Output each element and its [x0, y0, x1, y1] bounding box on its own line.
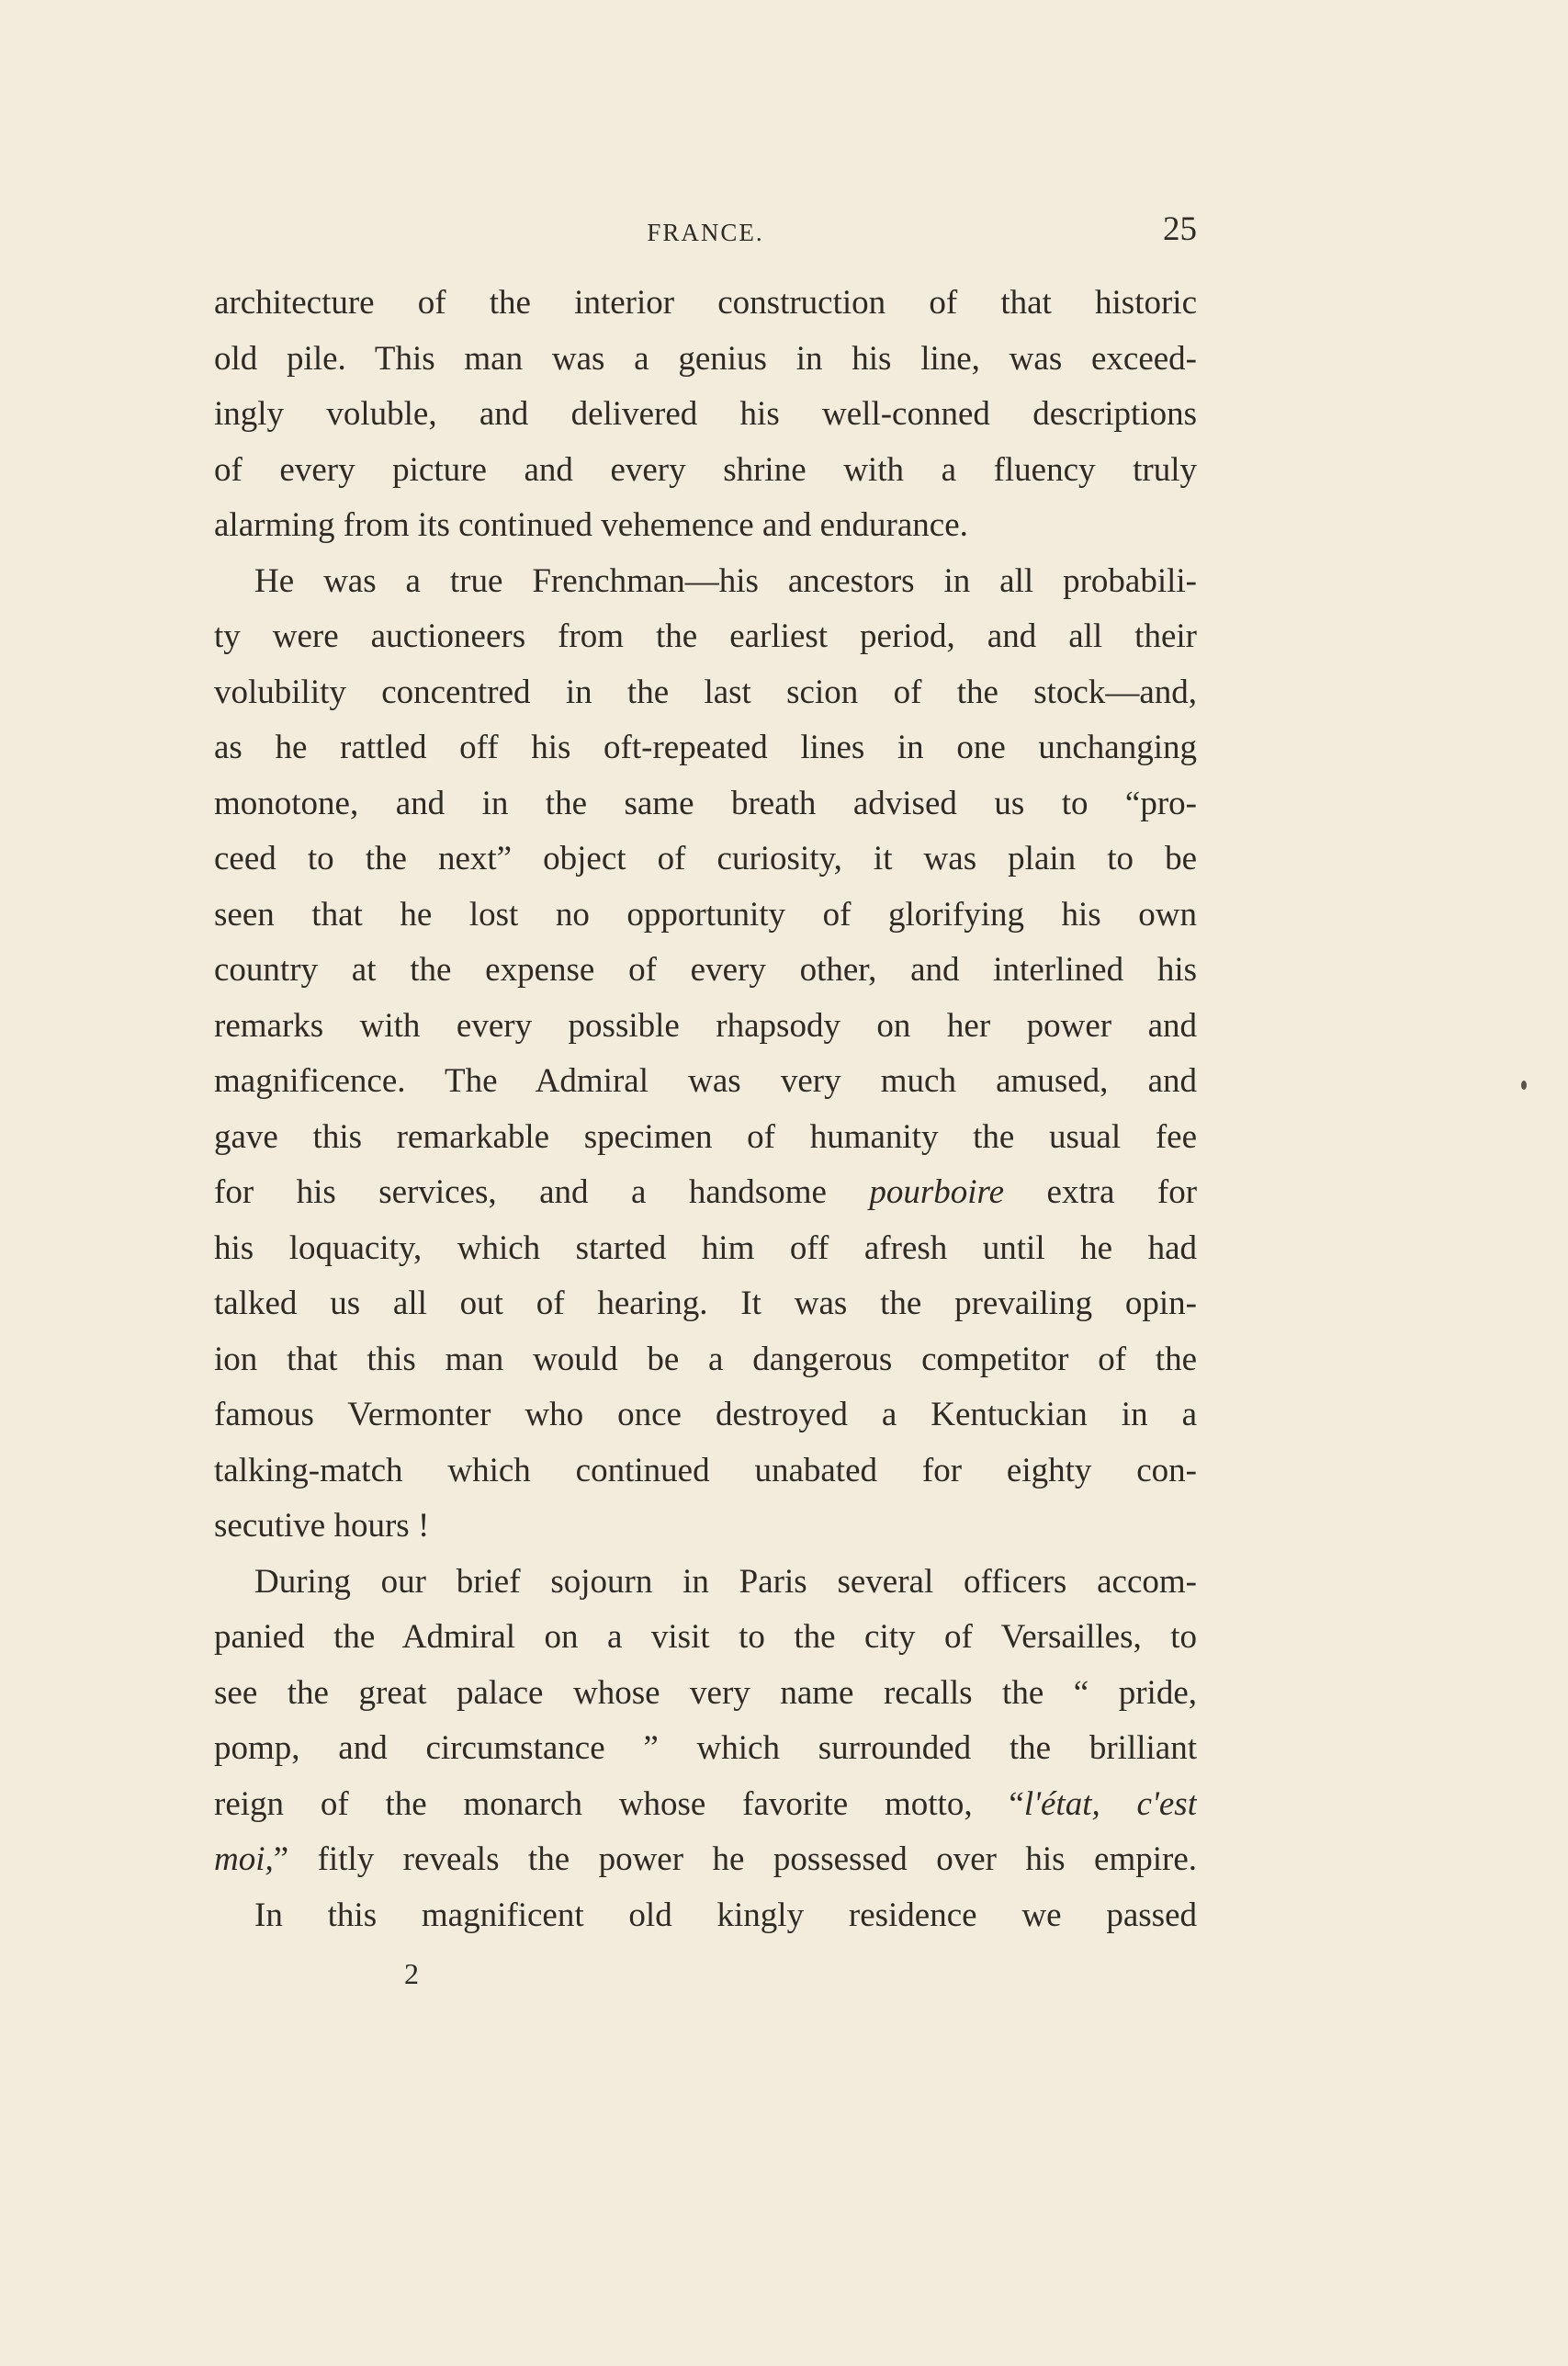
text-line: his loquacity, which started him off afresh until he had	[214, 1228, 1197, 1267]
paragraph-start-line: He was a true Frenchman—his ancestors in all probabili-	[254, 561, 1197, 600]
text-line: of every picture and every shrine with a fluency truly	[214, 450, 1197, 489]
text-run: reign of the monarch whose favorite motto, “	[214, 1784, 1024, 1823]
text-line: remarks with every possible rhapsody on her power and	[214, 1006, 1197, 1045]
text-line: alarming from its continued vehemence and endurance.	[214, 506, 968, 544]
paper-speck	[1521, 1081, 1527, 1090]
paragraph-start-line: During our brief sojourn in Paris several officers accom-	[254, 1562, 1197, 1601]
page-number: 25	[1163, 210, 1197, 248]
italic-word: pourboire	[869, 1173, 1004, 1211]
text-line-with-italic	[214, 1165, 1197, 1221]
text-run: extra for	[1046, 1173, 1197, 1211]
text-line: panied the Admiral on a visit to the city of Versailles, to	[214, 1618, 1197, 1656]
text-line: country at the expense of every other, and interlined his	[214, 951, 1197, 989]
signature-mark: 2	[404, 1957, 419, 1990]
text-line: seen that he lost no opportunity of glorifying his own	[214, 895, 1197, 934]
text-line: secutive hours !	[214, 1507, 430, 1545]
paragraph-start-line: In this magnificent old kingly residence we passed	[254, 1896, 1197, 1934]
text-line: as he rattled off his oft-repeated lines in one unchanging	[214, 729, 1197, 766]
text-line: magnificence. The Admiral was very much amused, and	[214, 1062, 1197, 1100]
text-line: ceed to the next” object of curiosity, it was plain to be	[214, 840, 1197, 877]
text-line-with-italic	[214, 1777, 1197, 1833]
text-line: volubility concentred in the last scion of the stock—and,	[214, 673, 1197, 711]
running-head	[214, 209, 1197, 255]
text-line: pomp, and circumstance ” which surrounded the brilliant	[214, 1729, 1197, 1767]
text-line: see the great palace whose very name recalls the “ pride,	[214, 1673, 1197, 1712]
text-line: ingly voluble, and delivered his well-conned descriptions	[214, 395, 1197, 433]
text-line: ion that this man would be a dangerous competitor of the	[214, 1340, 1197, 1378]
text-run: for his services, and a handsome	[214, 1173, 827, 1211]
text-line: gave this remarkable specimen of humanity the usual fee	[214, 1117, 1197, 1156]
body-text	[214, 276, 1197, 1943]
text-run: ” fitly reveals the power he possessed over his empire.	[273, 1840, 1197, 1878]
text-line: famous Vermonter who once destroyed a Kentuckian in a	[214, 1396, 1197, 1433]
text-line: talking-match which continued unabated for eighty con-	[214, 1451, 1197, 1489]
italic-word: moi,	[214, 1840, 274, 1878]
text-line: ty were auctioneers from the earliest period, and all their	[214, 617, 1197, 655]
italic-phrase: l'état, c'est	[1023, 1784, 1197, 1823]
text-line: talked us all out of hearing. It was the prevailing opin-	[214, 1285, 1197, 1322]
running-title: FRANCE.	[647, 219, 764, 246]
text-line: old pile. This man was a genius in his line, was exceed-	[214, 339, 1197, 378]
text-line: monotone, and in the same breath advised us to “pro-	[214, 784, 1197, 822]
text-line-with-italic	[214, 1832, 1197, 1888]
text-line: architecture of the interior construction of that historic	[214, 284, 1197, 322]
